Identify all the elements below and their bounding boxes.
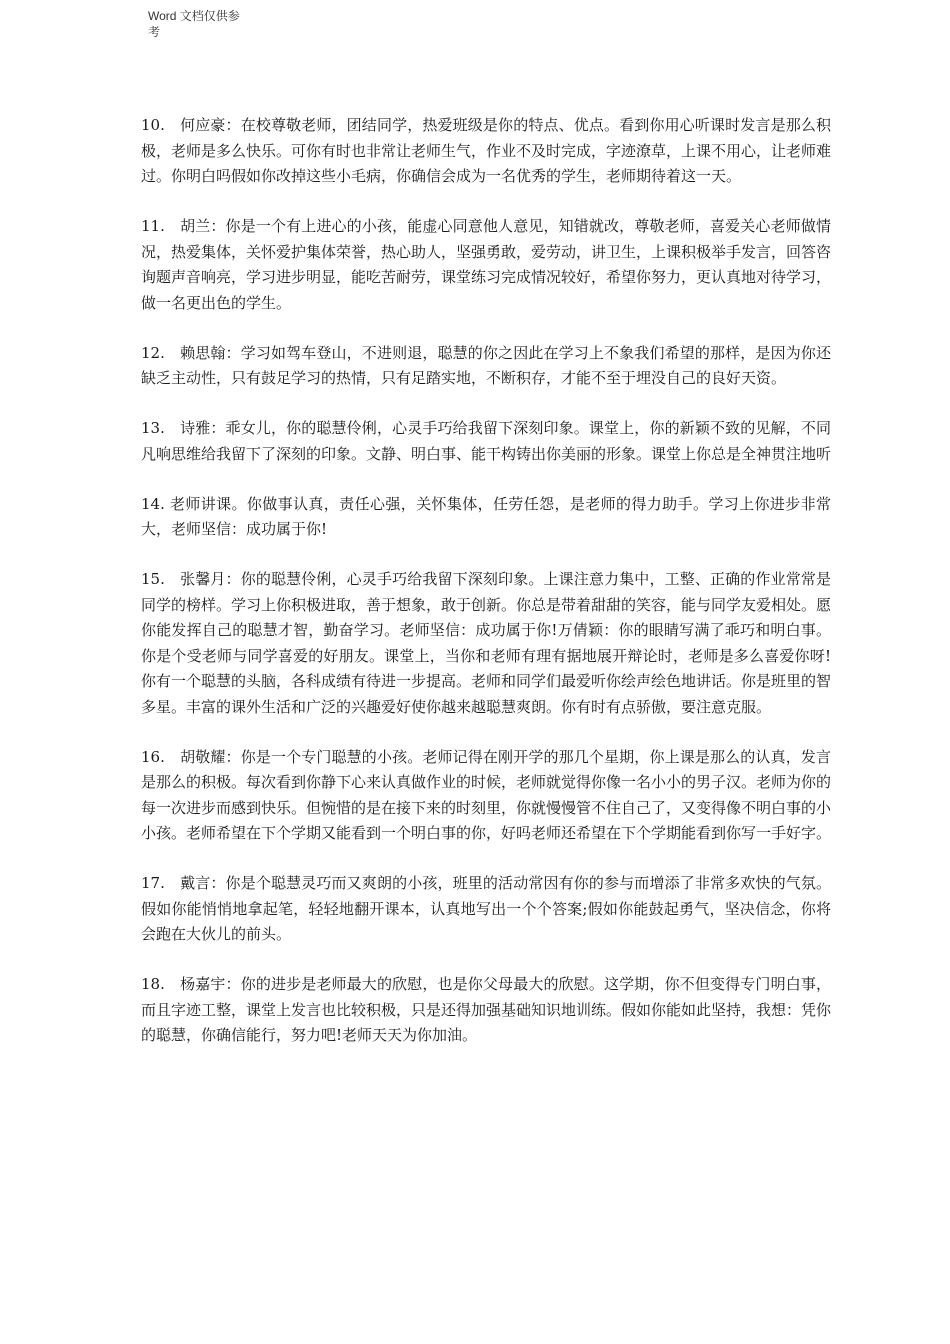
comment-paragraph-14: 14. 老师讲课。你做事认真，责任心强，关怀集体，任劳任怨，是老师的得力助手。学习上你进步非常大，老师坚信：成功属于你! [141,494,831,538]
document-body [141,113,831,1049]
comment-paragraph-16: 16. 胡敬耀：你是一个专门聪慧的小孩。老师记得在刚开学的那几个星期，你上课是那么的认真，发言是那么的积极。每次看到你静下心来认真做作业的时候，老师就觉得你像一名小小的男子汉。老师为你的每一次进步而感到快乐。但惋惜的是在接下来的时刻里，你就慢慢管不住自己了，又变得像不明白事的小小孩。老师希望在下个学期又能看到一个明白事的你，好吗老师还希望在下个学期能看到你写一手好字。 [141,747,832,842]
comment-paragraph-18: 18. 杨嘉宇：你的进步是老师最大的欣慰，也是你父母最大的欣慰。这学期，你不但变得专门明白事，而且字迹工整，课堂上发言也比较积极，只是还得加强基础知识地训练。假如你能如此坚持，我想：凭你的聪慧，你确信能行，努力吧!老师天天为你加油。 [141,975,832,1044]
comment-paragraph-13: 13. 诗雅：乖女儿，你的聪慧伶俐，心灵手巧给我留下深刻印象。课堂上，你的新颖不致的见解，不同凡响思维给我留下了深刻的印象。文静、明白事、能干构铸出你美丽的形象。课堂上你总是全神贯注地听 [141,419,832,463]
comment-paragraph-12: 12. 赖思翰：学习如驾车登山，不进则退，聪慧的你之因此在学习上不象我们希望的那样，是因为你还缺乏主动性，只有鼓足学习的热情，只有足踏实地，不断积存，才能不至于埋没自己的良好天资。 [141,343,831,387]
comment-paragraph-11: 11. 胡兰：你是一个有上进心的小孩，能虚心同意他人意见，知错就改，尊敬老师，喜爱关心老师做情况，热爱集体，关怀爱护集体荣誉，热心助人，坚强勇敢，爱劳动，讲卫生，上课积极举手发言，回答咨询题声音响亮，学习进步明显，能吃苦耐劳，课堂练习完成情况较好，希望你努力，更认真地对待学习，做一名更出色的学生。 [141,217,832,312]
comment-paragraph-17: 17. 戴言：你是个聪慧灵巧而又爽朗的小孩，班里的活动常因有你的参与而增添了非常多欢快的气氛。假如你能悄悄地拿起笔，轻轻地翻开课本，认真地写出一个个答案;假如你能鼓起勇气，坚决信念，你将会跑在大伙儿的前头。 [141,874,831,943]
comment-paragraph-10: 10. 何应豪：在校尊敬老师，团结同学，热爱班级是你的特点、优点。看到你用心听课时发言是那么积极，老师是多么快乐。可你有时也非常让老师生气，作业不及时完成，字迹潦草，上课不用心，让老师难过。你明白吗假如你改掉这些小毛病，你确信会成为一名优秀的学生，老师期待着这一天。 [141,116,832,185]
header-note: Word 文档仅供参考 [148,9,240,39]
comment-paragraph-15: 15. 张馨月：你的聪慧伶俐，心灵手巧给我留下深刻印象。上课注意力集中，工整、正确的作业常常是同学的榜样。学习上你积极进取，善于想象，敢于创新。你总是带着甜甜的笑容，能与同学友爱相处。愿你能发挥自己的聪慧才智，勤奋学习。老师坚信：成功属于你!万倩颖：你的眼睛写满了乖巧和明白事。你是个受老师与同学喜爱的好朋友。课堂上，当你和老师有理有据地展开辩论时，老师是多么喜爱你呀!你有一个聪慧的头脑，各科成绩有待进一步提高。老师和同学们最爱听你绘声绘色地讲话。你是班里的智多星。丰富的课外生活和广泛的兴趣爱好使你越来越聪慧爽朗。你有时有点骄傲，要注意克服。 [141,570,832,716]
